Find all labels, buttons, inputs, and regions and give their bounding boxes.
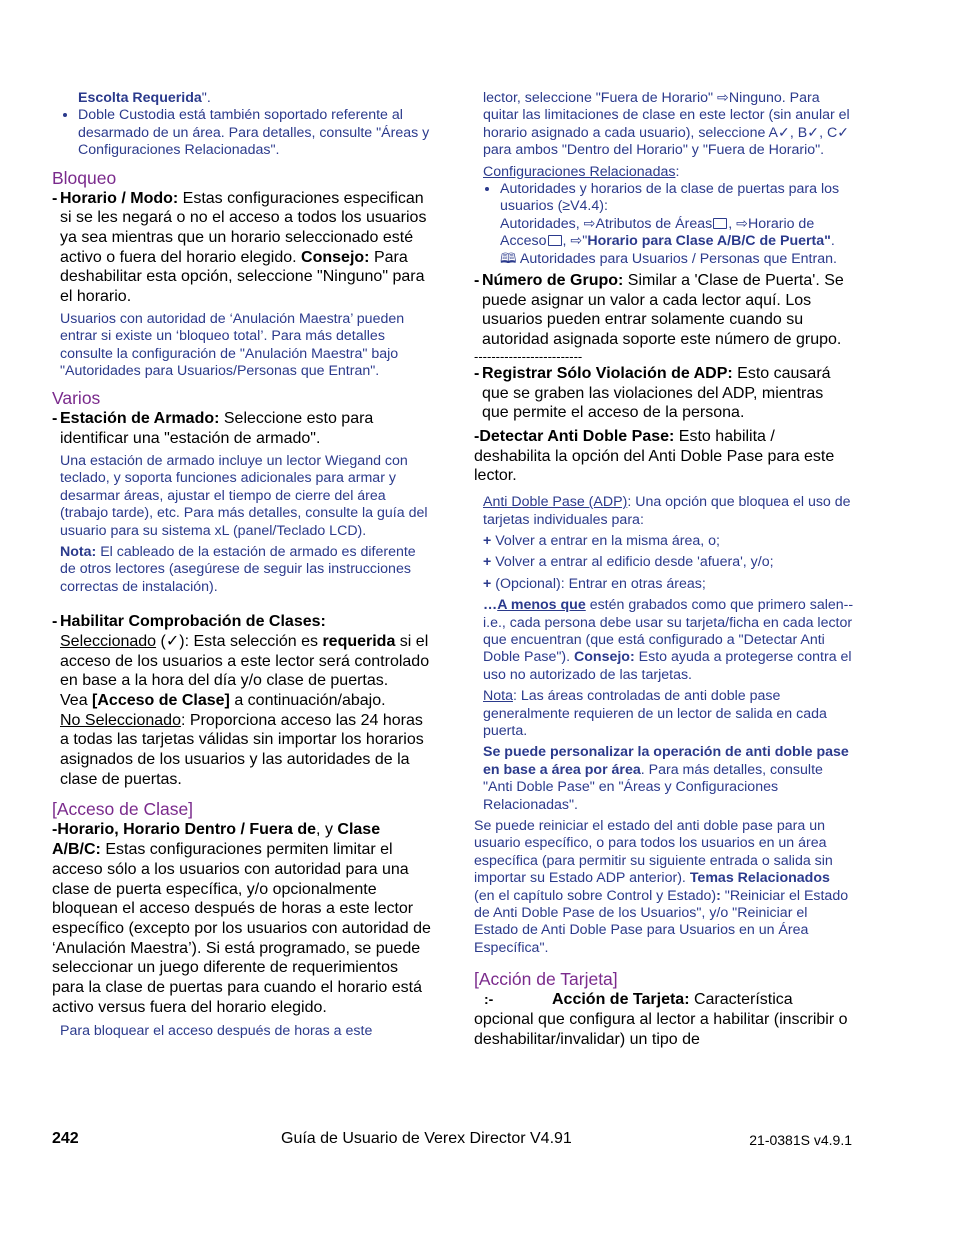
escolta-line: Escolta Requerida". (78, 90, 211, 106)
config-relacionadas-line: Configuraciones Relacionadas: (483, 163, 680, 180)
estacion-paragraph: - Estación de Armado: Seleccione esto para identificar una "estación de armado". (52, 410, 374, 448)
left-column (52, 90, 432, 1041)
footer-title: Guía de Usuario de Verex Director V4.91 (281, 1130, 572, 1147)
plus-item: + (Opcional): Entrar en otras áreas; (483, 575, 706, 592)
reiniciar-paragraph: Se puede reiniciar el estado del anti doble pase para un usuario específico, o para todos los usuarios en un área específica (para permitir su siguiente entrada o salida sin importar su Estado ADP anterior). Temas Relacionados (en el capítulo sobre Control y Estado): "Reiniciar el Estado de Anti Doble Pase de los Usuarios", y/o "Reiniciar el Estado de Anti Doble Pase para Usuarios en un Área Específica". (474, 818, 849, 956)
personalizar-paragraph: Se puede personalizar la operación de anti doble pase en base a área por área. Para más detalles, consulte "Anti Doble Pase" en "Áreas y Configuraciones Relacionadas". (483, 744, 849, 813)
separator-line: ------------------------- (474, 348, 583, 364)
folder-icon (713, 218, 727, 229)
adp-definition: Anti Doble Pase (ADP): Una opción que bloquea el uso de tarjetas individuales para: (483, 494, 851, 528)
horario-modo-paragraph: - Horario / Modo: Estas configuraciones especifican si se les negará o no el acceso a todos los usuarios ya sea mientras que un horario seleccionado esté activo o fuera del horario elegido. Consejo: Para deshabilitar esta opción, seleccione "Ninguno" para el horario. (52, 189, 427, 306)
config-relacionadas-link[interactable]: Configuraciones Relacionadas (483, 163, 676, 180)
horario-dentro-paragraph: -Horario, Horario Dentro / Fuera de, y Clase A/B/C: Estas configuraciones permiten limitar el acceso sólo a los usuarios con autoridad para una clase de puerta específica, y/o opcionalmente bloquean el acceso después de horas a este lector específico (excepto por los usuarios con autoridad de ‘Anulación Maestra’). Si está programado, se puede seleccionar un juego diferente de requerimientos para la clase de puertas para cuando el horario está activo versus fuera del horario elegido. (52, 821, 431, 1016)
bullet-doble-custodia: • Doble Custodia está también soportado referente al desarmado de un área. Para detalles, consulte "Áreas y Configuraciones Relacionadas". (78, 107, 432, 159)
menos-que-paragraph: …A menos que estén grabados como que primero salen--i.e., cada persona debe usar su tarjeta/ficha en cada lector que encuentran (que está configurado a "Detectar Anti Doble Pase"). Consejo: Esto ayuda a protegerse contra el uso no autorizado de las tarjetas. (483, 597, 854, 683)
doble-custodia-list (52, 107, 432, 159)
detectar-paragraph: -Detectar Anti Doble Pase: Esto habilita / deshabilita la opción del Anti Doble Pase para este lector. (474, 427, 835, 485)
page-number: 242 (52, 1130, 79, 1147)
grupo-paragraph: - Número de Grupo: Similar a 'Clase de Puerta'. Se puede asignar un valor a cada lector aquí. Los usuarios pueden entrar solamente cuando su autoridad asignada soporte este número de grupo. (474, 272, 844, 349)
nota-adp: Nota: Las áreas controladas de anti doble pase generalmente requieren de un lector de salida en cada puerta. (483, 688, 827, 739)
right-column (474, 90, 854, 1049)
autoridades-list (474, 181, 854, 268)
heading-bloqueo: Bloqueo (52, 167, 117, 188)
adp-link[interactable]: Anti Doble Pase (ADP) (483, 494, 628, 511)
doc-code: 21-0381S v4.9.1 (749, 1132, 852, 1148)
plus-item: + Volver a entrar al edificio desde 'afuera', y/o; (483, 554, 774, 571)
heading-accion-tarjeta: [Acción de Tarjeta] (474, 969, 618, 990)
plus-item: + Volver a entrar en la misma área, o; (483, 532, 720, 549)
registrar-paragraph: - Registrar Sólo Violación de ADP: Esto causará que se graben las violaciones del ADP, mientras que permite el acceso de la persona. (474, 364, 831, 422)
note-lector: lector, seleccione "Fuera de Horario" ⇨Ninguno. Para quitar las limitaciones de clase en este lector (sin anular el horario asignado a cada usuario), seleccione A✓, B✓, C✓ para ambos "Dentro del Horario" y "Fuera de Horario". (483, 90, 850, 159)
note-anulacion: Usuarios con autoridad de ‘Anulación Maestra’ pueden entrar si existe un ‘bloqueo total’. Para más detalles consulte la configuración de "Anulación Maestra" bajo "Autoridades para Usuarios/Personas que Entran". (60, 310, 405, 380)
heading-varios: Varios (52, 388, 101, 409)
heading-acceso-clase: [Acceso de Clase] (52, 799, 194, 820)
bullet-autoridades: • Autoridades y horarios de la clase de puertas para los usuarios (≥V4.4): Autoridades, ⇨Atributos de Áreas , ⇨Horario de Acceso , ⇨"Horario para Clase A/B/C de Puerta". 🕮 Autoridades para Usuarios / Personas que Entran. (500, 181, 854, 268)
folder-icon (548, 235, 562, 246)
note-estacion: Una estación de armado incluye un lector Wiegand con teclado, y soporta funciones adicionales para armar y desarmar áreas, ajustar el tiempo de cierre del área (trabajo tarde), etc. Para más detalles, consulte la guía del usuario para su sistema xL (panel/Teclado LCD). (60, 452, 428, 539)
escolta-term: Escolta Requerida (78, 90, 202, 106)
book-icon: 🕮 (500, 250, 517, 267)
habilitar-paragraph: - Habilitar Comprobación de Clases: Seleccionado (✓): Esta selección es requerida si el acceso de los usuarios a este lector será controlado en base a la hora del día y/o clase de puertas. Vea [Acceso de Clase] a continuación/abajo. No Seleccionado: Proporciona acceso las 24 horas a todas las tarjetas válidas sin importar los horarios asignados de los usuarios y las autoridades de la clase de puertas. (52, 613, 430, 788)
accion-paragraph: :- Acción de Tarjeta: Característica opcional que configura al lector a habilitar (inscribir o deshabilitar/invalidar) un tipo de (474, 991, 848, 1048)
page-footer (52, 1130, 852, 1152)
note-cableado: Nota: El cableado de la estación de armado es diferente de otros lectores (asegúrese de seguir las instrucciones correctas de instalación). (60, 543, 416, 595)
note-bloquear: Para bloquear el acceso después de horas a este (60, 1023, 373, 1040)
